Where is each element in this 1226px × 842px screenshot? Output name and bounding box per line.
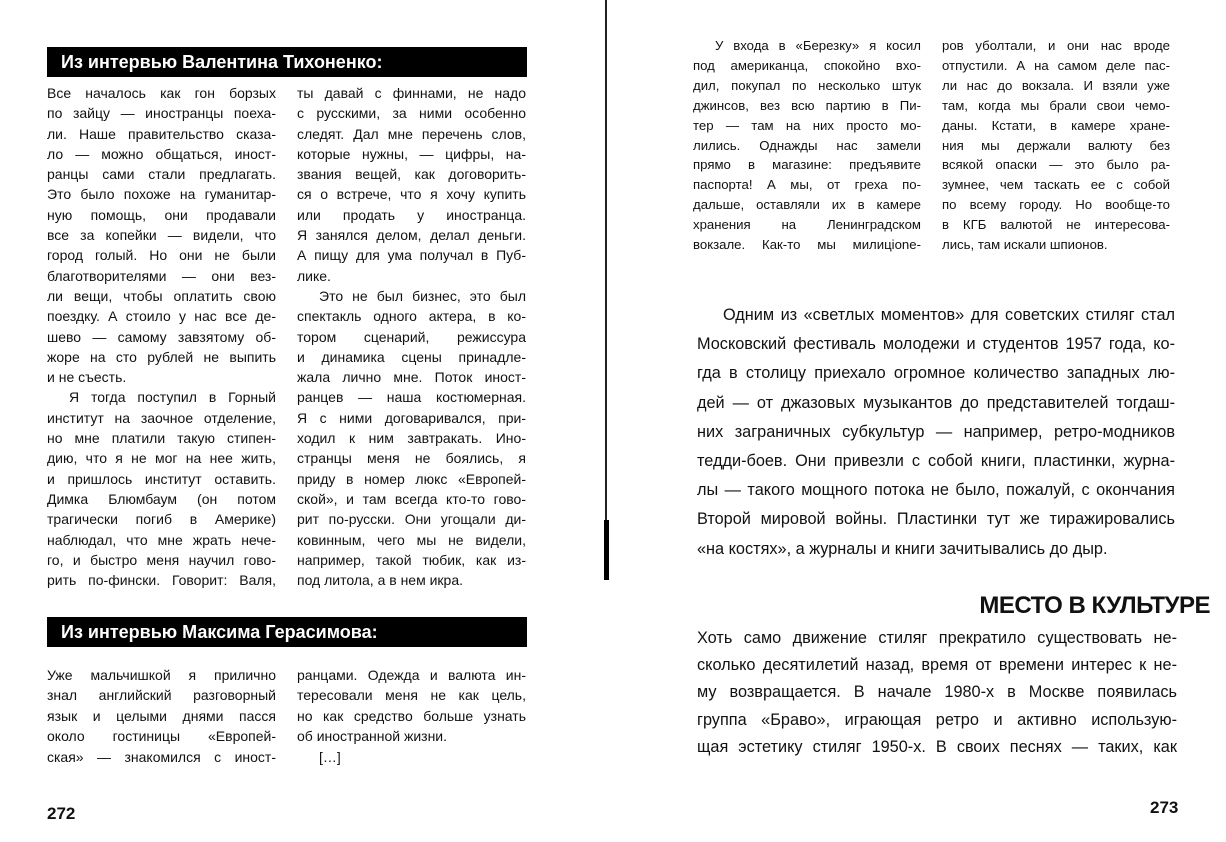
text-line: сколько десятилетий назад, время от времени интерес к не- [697,656,1177,675]
text-line: или продать у иностранца. [297,206,526,223]
text-line: наблюдал, что мне жрать нече- [47,531,276,548]
text-line: и пришлось институт оставить. [47,470,276,487]
text-line: и не съесть. [47,369,127,386]
text-line: ли. Наше правительство сказа- [47,125,276,142]
text-line: Хоть само движение стиляг прекратило существовать не- [697,629,1177,647]
text-line: ранцами. Одежда и валюта ин- [297,667,526,683]
text-line: лике. [297,267,331,284]
text-line: тором сценарий, режиссура [297,328,526,345]
text-line: лились. Однажды нас замели [693,137,921,153]
text-line: приду в номер люкс «Европей- [297,470,526,487]
text-line: под американца, спокойно вхо- [693,57,921,73]
text-line: знал английский разговорный [47,687,276,704]
text-line: ся о встрече, что я хочу купить [297,186,526,203]
text-line: ранцев — наша костюмерная. [297,389,526,406]
text-column [297,665,526,767]
quote-column [693,36,921,255]
text-line: го, и быстро меня научил гово- [47,551,276,568]
interview-header-tikhonenko [47,47,527,77]
text-line: по всему городу. Но вообще-то [942,197,1170,213]
text-column [47,665,276,767]
text-line: ли вещи, чтобы оплатить свою [47,287,276,304]
text-line: ты давай с финнами, не надо [297,85,526,101]
text-line: но мне платили такую стипен- [47,430,276,447]
text-line: трагически погиб в Америке) [47,511,276,528]
text-line: язык и целыми днями пасся [47,707,276,724]
text-line: институт на заочное отделение, [47,409,276,426]
text-line: даны. Кстати, в камере хране- [942,117,1170,133]
text-line: и динамика сцены принадле- [297,348,526,365]
text-line: «на костях», а журналы и книги зачитывались до дыр. [697,539,1108,558]
text-line: Это было похоже на гуманитар- [47,186,276,203]
text-line: щая эстетику стиляг 1950-х. В своих песнях — таких, как [697,737,1177,756]
text-line: под литола, а в нем икра. [297,572,464,589]
text-line: У входа в «Березку» я косил [715,38,921,53]
text-line: жоре на сто рублей не выпить [47,348,276,365]
text-line: но как средство больше узнать [297,707,526,724]
text-line: лись, там искали шпионов. [942,237,1108,253]
text-line: Это не был бизнес, это был [319,287,526,304]
text-line: Одним из «светлых моментов» для советских стиляг стал [723,306,1175,324]
text-line: дил, покупал по несколько штук [693,77,921,93]
text-column [47,83,276,590]
text-line: Я тогда поступил в Горный [69,389,276,406]
text-line: около гостиницы «Европей- [47,728,276,745]
text-line: них заграничных субкультур — например, ретро-модников [697,422,1175,441]
text-line: Все началось как гон борзых [47,85,276,101]
page-number: 272 [47,804,76,823]
text-line: ния мы держали валюту без [942,137,1170,153]
text-line: дальше, оставляли их в камере [693,197,921,213]
interview-header-gerasimov [47,617,527,647]
text-line: странцы меня не боялись, я [297,450,526,467]
text-line: ров уболтали, и они нас вроде [942,38,1170,53]
text-line: ло — можно общаться, иност- [47,145,276,162]
text-line: в КГБ валютой не интересова- [942,217,1170,233]
text-line: поездку. А стоило у нас все де- [47,308,276,325]
text-line: лы — такого мощного потока не было, пожалуй, с окончания [697,481,1175,500]
text-line: вокзале. Как-то мы милицione- [693,237,921,253]
text-line: тедди-боев. Они привезли с собой книги, пластинки, журна- [697,452,1175,471]
text-line: Уже мальчишкой я прилично [47,667,276,683]
book-spine-divider [605,0,607,530]
interview-title: Из интервью Валентина Тихоненко: [61,52,383,72]
text-line: всякой опаски — это было ра- [942,157,1170,173]
text-line: например, такой тюбик, как из- [297,551,526,568]
page-number: 273 [1150,798,1179,817]
text-line: Московский фестиваль молодежи и студентов 1957 года, ко- [697,335,1175,354]
text-line: группа «Браво», играющая ретро и активно использую- [697,710,1177,729]
text-line: А пищу для ума получал в Пуб- [297,247,526,264]
section-heading: МЕСТО В КУЛЬТУРЕ [979,592,1210,619]
text-line: с русскими, за ними особенно [297,105,526,122]
text-line: паспорта! А мы, от греха по- [693,177,921,193]
text-line: спектакль одного актера, в ко- [297,308,526,325]
text-line: которые нужны, — цифры, на- [297,145,526,162]
main-text [697,301,1175,564]
text-line: по зайцу — иностранцы поеха- [47,105,276,122]
text-line: тересовали меня не как цель, [297,687,526,704]
text-line: […] [319,748,341,765]
text-line: ской», и там всегда кто-то гово- [297,490,526,507]
text-line: рит по-русски. Они угощали ди- [297,511,526,528]
text-line: ли нас до вокзала. И взяли уже [942,77,1170,93]
text-line: Я занялся делом, делал деньги. [297,227,526,244]
book-spine-shadow [604,520,609,580]
text-line: отпустили. А на самом деле пас- [942,57,1170,73]
text-line: там, когда мы брали свои чемо- [942,97,1170,113]
text-line: прямо в магазине: предъявите [693,157,921,173]
text-line: ходил к ним завтракать. Ино- [297,430,526,447]
quote-column [942,36,1170,255]
text-line: ковинным, чего мы не видели, [297,531,526,548]
text-line: тер — там на них просто мо- [693,117,921,133]
text-line: город голый. Но они не были [47,247,276,264]
text-line: Димка Блюмбаум (он потом [47,490,276,507]
text-line: Я с ними договаривался, при- [297,409,526,426]
text-line: жала лично мне. Поток иност- [297,369,526,386]
text-line: му возвращается. В начале 1980-х в Москве появилась [697,683,1177,702]
text-line: гда в столицу приехало огромное количество западных лю- [697,364,1175,383]
text-line: дей — от джазовых музыкантов до представителей тогдаш- [697,393,1175,412]
text-line: ную помощь, они продавали [47,206,276,223]
text-line: дию, что я не мог на нее жить, [47,450,276,467]
text-line: рить по-фински. Говорит: Валя, [47,572,276,589]
text-line: зумнее, чем таскать ее с собой [942,177,1170,193]
text-line: Второй мировой войны. Пластинки тут же тиражировались [697,510,1175,529]
text-line: благотворителями — они вез- [47,267,276,284]
text-line: ранцы сами стали предлагать. [47,166,276,183]
text-column [297,83,526,590]
text-line: об иностранной жизни. [297,728,448,745]
text-line: джинсов, вез всю партию в Пи- [693,97,921,113]
text-line: ская» — знакомился с иност- [47,748,276,765]
text-line: шево — самому завзятому об- [47,328,276,345]
text-line: хранения на Ленинградском [693,217,921,233]
text-line: все за копейки — видели, что [47,227,276,244]
text-line: звания вещей, как договорить- [297,166,526,183]
text-line: следят. Дал мне перечень слов, [297,125,526,142]
section-text [697,625,1177,761]
interview-title: Из интервью Максима Герасимова: [61,622,378,642]
